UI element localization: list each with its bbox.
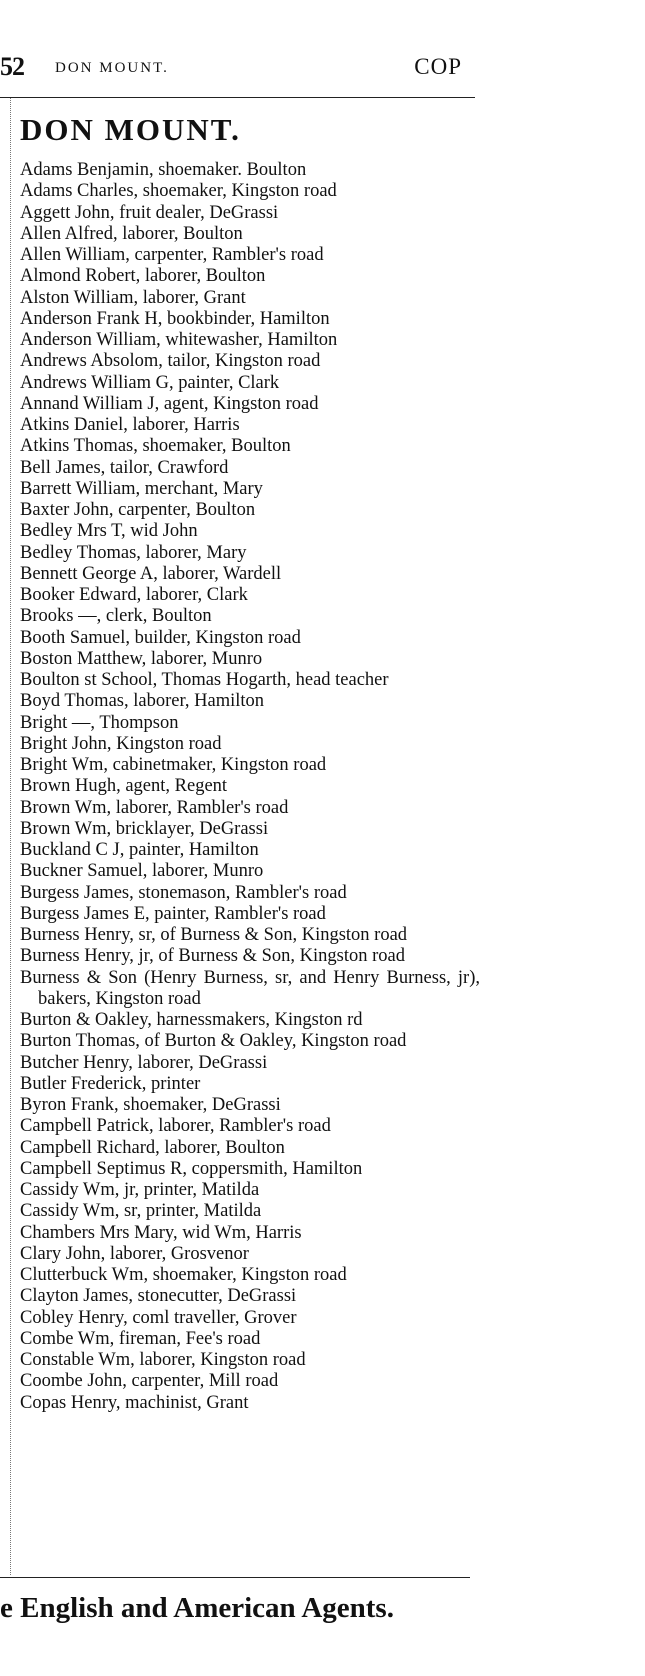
directory-entry: Brown Hugh, agent, Regent	[20, 776, 228, 797]
directory-entry: Brown Wm, bricklayer, DeGrassi	[20, 818, 269, 839]
directory-entry: Cassidy Wm, sr, printer, Matilda	[20, 1201, 262, 1222]
directory-entry: Booth Samuel, builder, Kingston road	[20, 627, 301, 648]
left-margin-rule	[10, 98, 11, 1575]
directory-entry: Adams Charles, shoemaker, Kingston road	[20, 181, 337, 202]
directory-entries	[20, 160, 480, 1414]
footer-rule	[0, 1577, 470, 1578]
running-index-word: COP	[414, 54, 462, 79]
directory-entry: Buckland C J, painter, Hamilton	[20, 840, 259, 860]
directory-entry: Byron Frank, shoemaker, DeGrassi	[20, 1095, 281, 1115]
directory-entry: Campbell Patrick, laborer, Rambler's road	[20, 1116, 331, 1137]
running-title: DON MOUNT.	[55, 60, 169, 76]
directory-entry: Brooks —, clerk, Boulton	[20, 606, 212, 627]
directory-entry: Combe Wm, fireman, Fee's road	[20, 1328, 261, 1349]
directory-entry: Clayton James, stonecutter, DeGrassi	[20, 1286, 297, 1307]
directory-entry: Atkins Daniel, laborer, Harris	[20, 415, 240, 435]
directory-entry: Clary John, laborer, Grosvenor	[20, 1243, 249, 1264]
directory-entry: Adams Benjamin, shoemaker. Boulton	[20, 160, 307, 180]
directory-entry: Bright Wm, cabinetmaker, Kingston road	[20, 755, 327, 775]
directory-entry: Burton Thomas, of Burton & Oakley, Kingston road	[20, 1031, 407, 1052]
directory-entry: Allen Alfred, laborer, Boulton	[20, 223, 243, 244]
directory-entry: Campbell Septimus R, coppersmith, Hamilton	[20, 1158, 363, 1179]
directory-entry: Baxter John, carpenter, Boulton	[20, 500, 256, 520]
directory-entry: Burgess James E, painter, Rambler's road	[20, 903, 326, 924]
directory-entry: Boyd Thomas, laborer, Hamilton	[20, 691, 265, 712]
directory-entry: Almond Robert, laborer, Boulton	[20, 266, 266, 287]
directory-entry: Allen William, carpenter, Rambler's road	[20, 245, 324, 265]
directory-entry: Aggett John, fruit dealer, DeGrassi	[20, 202, 279, 223]
directory-entry: Chambers Mrs Mary, wid Wm, Harris	[20, 1222, 302, 1243]
directory-entry: Boulton st School, Thomas Hogarth, head teacher	[20, 670, 389, 690]
directory-entry: Coombe John, carpenter, Mill road	[20, 1371, 279, 1392]
directory-entry: Butcher Henry, laborer, DeGrassi	[20, 1052, 268, 1073]
directory-entry: Bedley Thomas, laborer, Mary	[20, 542, 247, 563]
directory-entry: Anderson Frank H, bookbinder, Hamilton	[20, 308, 330, 329]
directory-entry: Constable Wm, laborer, Kingston road	[20, 1350, 306, 1370]
directory-entry: Burton & Oakley, harnessmakers, Kingston rd	[20, 1010, 363, 1030]
directory-entry: Alston William, laborer, Grant	[20, 287, 246, 308]
directory-entry: Copas Henry, machinist, Grant	[20, 1392, 249, 1413]
directory-entry: Buckner Samuel, laborer, Munro	[20, 861, 264, 882]
directory-entry: Burness Henry, jr, of Burness & Son, Kingston road	[20, 946, 405, 967]
section-heading: DON MOUNT.	[20, 112, 241, 147]
directory-entry: Booker Edward, laborer, Clark	[20, 585, 248, 605]
directory-entry: Bennett George A, laborer, Wardell	[20, 563, 282, 584]
footer-advertisement: e English and American Agents.	[0, 1592, 394, 1624]
directory-entry: Clutterbuck Wm, shoemaker, Kingston road	[20, 1265, 347, 1285]
directory-entry: Bright John, Kingston road	[20, 733, 222, 754]
directory-entry: Atkins Thomas, shoemaker, Boulton	[20, 436, 291, 457]
page-number: 52	[0, 52, 24, 81]
directory-entry: Burness & Son (Henry Burness, sr, and Henry Burness, jr), bakers, Kingston road	[20, 967, 480, 1009]
directory-entry: Burness Henry, sr, of Burness & Son, Kingston road	[20, 925, 408, 945]
header-rule	[0, 97, 475, 98]
directory-entry: Annand William J, agent, Kingston road	[20, 393, 319, 414]
directory-entry: Cassidy Wm, jr, printer, Matilda	[20, 1180, 260, 1200]
running-header	[0, 52, 470, 82]
directory-entry: Cobley Henry, coml traveller, Grover	[20, 1307, 297, 1328]
directory-entry: Anderson William, whitewasher, Hamilton	[20, 330, 338, 350]
directory-entry: Bright —, Thompson	[20, 712, 179, 733]
directory-entry: Burgess James, stonemason, Rambler's road	[20, 882, 347, 903]
directory-entry: Andrews William G, painter, Clark	[20, 372, 280, 393]
directory-entry: Butler Frederick, printer	[20, 1073, 201, 1094]
directory-entry: Brown Wm, laborer, Rambler's road	[20, 797, 289, 818]
directory-entry: Barrett William, merchant, Mary	[20, 478, 263, 499]
directory-entry: Bell James, tailor, Crawford	[20, 457, 229, 478]
directory-entry: Bedley Mrs T, wid John	[20, 521, 198, 542]
directory-entry: Boston Matthew, laborer, Munro	[20, 648, 263, 669]
directory-entry: Andrews Absolom, tailor, Kingston road	[20, 351, 321, 372]
directory-entry: Campbell Richard, laborer, Boulton	[20, 1137, 285, 1158]
